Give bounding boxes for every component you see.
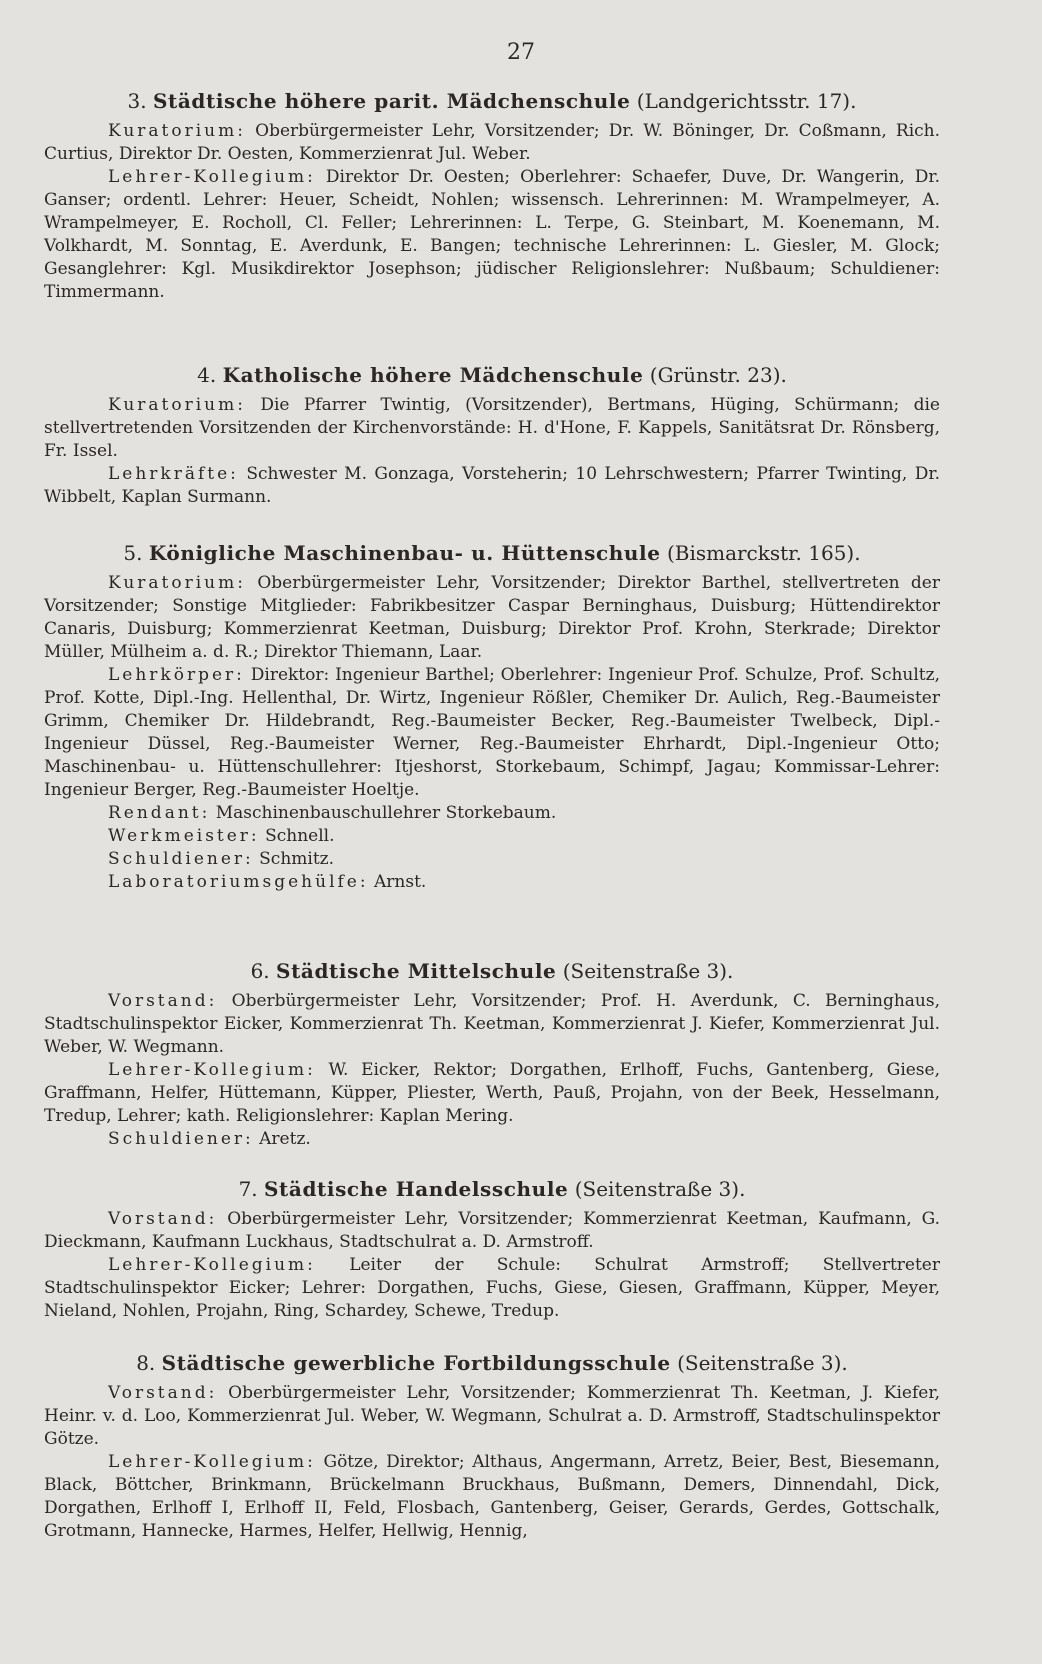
school-entry-7 <box>44 1176 940 1323</box>
page-number: 27 <box>507 40 535 65</box>
paragraph-text: Oberbürgermeister Lehr, Vorsitzender; Kommerzienrat Th. Keetman, J. Kiefer, Heinr. v. d. Loo, Kommerzienrat Jul. Weber, W. Wegmann, Schulrat a. D. Armstroff, Stadtschulinspektor Götze. <box>44 1383 940 1449</box>
paragraph-label: Schuldiener: <box>108 1129 254 1149</box>
section-number: 7. <box>238 1177 258 1201</box>
school-name: Städtische gewerbliche Fortbildungsschule <box>161 1351 671 1375</box>
paragraph-label: Werkmeister: <box>108 826 260 846</box>
section-heading <box>44 958 940 984</box>
paragraph-label: Lehrer-Kollegium: <box>108 1060 316 1080</box>
paragraph-text: Direktor Dr. Oesten; Oberlehrer: Schaefer, Duve, Dr. Wangerin, Dr. Ganser; ordentl. Lehrer: Heuer, Scheidt, Nohlen; wissensch. Lehrerinnen: M. Wrampelmeyer, A. Wrampelmeyer, E. Rocholl, Cl. Feller; Lehrerinnen: L. Terpe, G. Steinbart, M. Koenemann, M. Volkhardt, M. Sonntag, E. Averdunk, E. Bangen; technische Lehrerinnen: L. Giesler, M. Glock; Gesanglehrer: Kgl. Musikdirektor Josephson; jüdischer Religionslehrer: Nußbaum; Schuldiener: Timmermann. <box>44 167 940 302</box>
paragraph-label: Vorstand: <box>108 1209 218 1229</box>
school-name: Städtische höhere parit. Mädchenschule <box>152 89 631 113</box>
paragraph <box>44 848 940 871</box>
paragraph-label: Kuratorium: <box>108 573 246 593</box>
paragraph-text: Schwester M. Gonzaga, Vorsteherin; 10 Lehrschwestern; Pfarrer Twinting, Dr. Wibbelt, Kaplan Surmann. <box>44 464 940 507</box>
paragraph-text: W. Eicker, Rektor; Dorgathen, Erlhoff, Fuchs, Gantenberg, Giese, Graffmann, Helfer, Hüttemann, Küpper, Pliester, Werth, Pauß, Projahn, von der Beek, Hesselmann, Tredup, Lehrer; kath. Religionslehrer: Kaplan Mering. <box>44 1060 940 1126</box>
paragraph-text: Die Pfarrer Twintig, (Vorsitzender), Bertmans, Hüging, Schürmann; die stellvertretenden Vorsitzenden der Kirchenvorstände: H. d'Hone, F. Kappels, Sanitätsrat Dr. Rönsberg, Fr. Issel. <box>44 395 940 461</box>
section-heading <box>44 1176 940 1202</box>
paragraph-text: Oberbürgermeister Lehr, Vorsitzender; Direktor Barthel, stellvertreten der Vorsitzender; Sonstige Mitglieder: Fabrikbesitzer Caspar Berninghaus, Duisburg; Hüttendirektor Canaris, Duisburg; Kommerzienrat Keetman, Duisburg; Direktor Prof. Krohn, Sterkrade; Direktor Müller, Mülheim a. d. R.; Direktor Thiemann, Laar. <box>44 573 940 662</box>
paragraph-label: Schuldiener: <box>108 849 254 869</box>
school-entry-8 <box>44 1350 940 1543</box>
paragraph <box>44 1208 940 1254</box>
paragraph <box>44 394 940 463</box>
paragraph-label: Kuratorium: <box>108 121 246 141</box>
school-address: (Seitenstraße 3). <box>574 1177 746 1201</box>
paragraph <box>44 1382 940 1451</box>
paragraph <box>44 1451 940 1543</box>
paragraph <box>44 990 940 1059</box>
paragraph-text: Arnst. <box>374 872 427 892</box>
paragraph-label: Lehrer-Kollegium: <box>108 1255 316 1275</box>
paragraph <box>44 1254 940 1323</box>
school-name: Städtische Handelsschule <box>264 1177 569 1201</box>
paragraph <box>44 871 940 894</box>
section-heading <box>44 540 940 566</box>
school-name: Königliche Maschinenbau- u. Hüttenschule <box>148 541 661 565</box>
school-address: (Landgerichtsstr. 17). <box>636 89 857 113</box>
paragraph-label: Vorstand: <box>108 1383 218 1403</box>
paragraph <box>44 463 940 509</box>
school-address: (Seitenstraße 3). <box>677 1351 848 1375</box>
section-heading <box>44 88 940 114</box>
paragraph-label: Vorstand: <box>108 991 218 1011</box>
paragraph <box>44 1128 940 1151</box>
paragraph <box>44 1059 940 1128</box>
paragraph-label: Kuratorium: <box>108 395 246 415</box>
school-address: (Bismarckstr. 165). <box>666 541 861 565</box>
paragraph-text: Direktor: Ingenieur Barthel; Oberlehrer: Ingenieur Prof. Schulze, Prof. Schultz, Prof. Kotte, Dipl.-Ing. Hellenthal, Dr. Wirtz, Ingenieur Rößler, Chemiker Dr. Aulich, Reg.-Baumeister Grimm, Chemiker Dr. Hildebrandt, Reg.-Baumeister Becker, Reg.-Baumeister Twelbeck, Dipl.-Ingenieur Düssel, Reg.-Baumeister Werner, Reg.-Baumeister Ehrhardt, Dipl.-Ingenieur Otto; Maschinenbau- u. Hüttenschullehrer: Itjeshorst, Storkebaum, Schimpf, Jagau; Kommissar-Lehrer: Ingenieur Berger, Reg.-Baumeister Hoeltje. <box>44 665 940 800</box>
paragraph-label: Rendant: <box>108 803 211 823</box>
school-entry-6 <box>44 958 940 1151</box>
paragraph-label: Lehrer-Kollegium: <box>108 167 316 187</box>
paragraph <box>44 802 940 825</box>
paragraph-text: Götze, Direktor; Althaus, Angermann, Arretz, Beier, Best, Biesemann, Black, Böttcher, Brinkmann, Brückelmann Bruckhaus, Bußmann, Demers, Dinnendahl, Dick, Dorgathen, Erlhoff I, Erlhoff II, Feld, Flosbach, Gantenberg, Geiser, Gerards, Gerdes, Gottschalk, Grotmann, Hannecke, Harmes, Helfer, Hellwig, Hennig, <box>44 1452 940 1541</box>
paragraph <box>44 572 940 664</box>
section-heading <box>44 362 940 388</box>
paragraph-text: Oberbürgermeister Lehr, Vorsitzender; Kommerzienrat Keetman, Kaufmann, G. Dieckmann, Kaufmann Luckhaus, Stadtschulrat a. D. Armstroff. <box>44 1209 941 1252</box>
paragraph-text: Maschinenbauschullehrer Storkebaum. <box>215 803 557 823</box>
paragraph <box>44 120 940 166</box>
paragraph-label: Lehrkräfte: <box>108 464 239 484</box>
paragraph-label: Laboratoriumsgehülfe: <box>108 872 369 892</box>
school-entry-3 <box>44 88 940 304</box>
paragraph-label: Lehrkörper: <box>108 665 245 685</box>
school-address: (Grünstr. 23). <box>649 363 787 387</box>
paragraph-text: Aretz. <box>259 1129 311 1149</box>
section-number: 8. <box>136 1351 156 1375</box>
section-number: 5. <box>123 541 143 565</box>
section-number: 3. <box>127 89 147 113</box>
school-entry-5 <box>44 540 940 894</box>
paragraph-text: Oberbürgermeister Lehr, Vorsitzender; Dr. W. Böninger, Dr. Coßmann, Rich. Curtius, Direktor Dr. Oesten, Kommerzienrat Jul. Weber. <box>44 121 941 164</box>
paragraph <box>44 664 940 802</box>
section-number: 4. <box>197 363 217 387</box>
paragraph-label: Lehrer-Kollegium: <box>108 1452 316 1472</box>
school-address: (Seitenstraße 3). <box>562 959 734 983</box>
school-name: Städtische Mittelschule <box>276 959 557 983</box>
school-entry-4 <box>44 362 940 509</box>
paragraph-text: Oberbürgermeister Lehr, Vorsitzender; Prof. H. Averdunk, C. Berninghaus, Stadtschulinspektor Eicker, Kommerzienrat Th. Keetman, Kommerzienrat J. Kiefer, Kommerzienrat Jul. Weber, W. Wegmann. <box>44 991 941 1057</box>
paragraph-text: Schmitz. <box>259 849 335 869</box>
paragraph <box>44 825 940 848</box>
paragraph-text: Leiter der Schule: Schulrat Armstroff; Stellvertreter Stadtschulinspektor Eicker; Lehrer: Dorgathen, Fuchs, Giese, Giesen, Graffmann, Küpper, Meyer, Nieland, Nohlen, Projahn, Ring, Schardey, Schewe, Tredup. <box>44 1255 940 1321</box>
school-name: Katholische höhere Mädchenschule <box>222 363 644 387</box>
section-number: 6. <box>250 959 270 983</box>
paragraph <box>44 166 940 304</box>
section-heading <box>44 1350 940 1376</box>
paragraph-text: Schnell. <box>265 826 335 846</box>
